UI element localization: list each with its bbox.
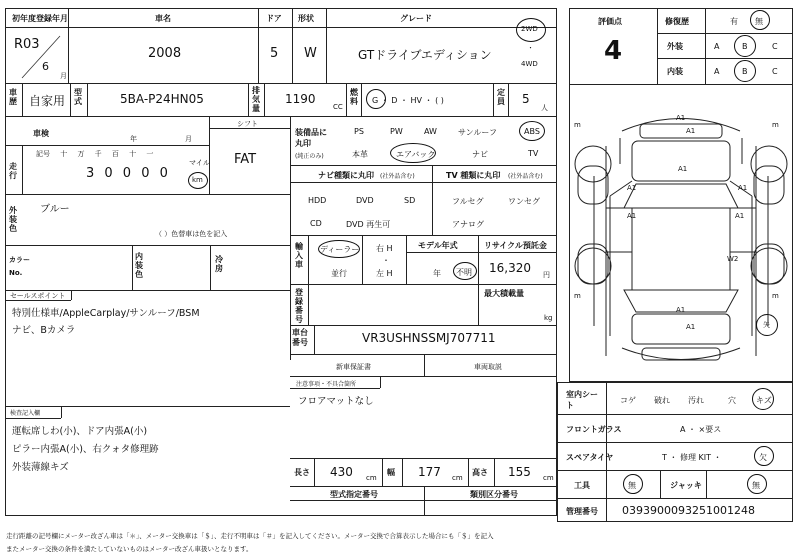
bracket-m-2: m [772,121,779,129]
color-no-label: カラーNo. [9,256,30,277]
equip-leather: 本革 [352,150,368,159]
model-value: 5BA-P24HN05 [120,92,204,106]
navi-hdd: HDD [308,196,327,205]
sales-point-line2: ナビ、Bカメラ [12,325,76,336]
exterior-label: 外装 [667,42,683,51]
recycle-value: 16,320 [489,261,531,275]
mile-label: マイル [189,159,210,167]
diagram-mark-5: A1 [738,184,748,192]
diagram-mark-8: W2 [727,255,739,263]
notes-value: フロアマットなし [298,396,374,407]
tv-oneseg: ワンセグ [508,197,540,206]
diagram-mark-1: A1 [676,114,686,122]
displacement-label: 排気量 [252,86,260,113]
bracket-m-4: m [772,292,779,300]
car-name-label: 車名 [155,14,171,23]
fuel-label: 燃料 [350,88,358,106]
tools-label: 工具 [574,481,590,490]
jack-label: ジャッキ [670,481,702,490]
drive-dot: ・ [527,44,534,52]
equip-navi: ナビ [472,150,488,159]
notes-label: 注意事項・不具合箇所 [296,381,357,388]
score-label: 評価点 [598,17,622,26]
equip-sunroof: サンルーフ [458,128,497,137]
capacity-value: 5 [522,92,530,106]
repair-no: 無 [755,17,763,26]
repair-yes: 有 [730,17,738,26]
width-unit: cm [452,474,463,482]
management-label: 管理番号 [566,507,598,516]
equip-aw: AW [424,127,437,136]
bracket-m-1: m [574,121,581,129]
color-value: ブルー [40,204,70,215]
spare-label: スペアタイヤ [566,453,614,462]
fuel-options: G ・ D ・ HV ・ ( ) [372,96,444,105]
mileage-label: 走行 [9,162,17,180]
navi-dvd-play: DVD 再生可 [346,220,391,229]
navi-cd: CD [310,219,322,228]
windshield-options: A ・ ×要ス [680,425,722,434]
shaken-month-unit: 月 [185,135,192,143]
diagram-mark-9: A1 [676,306,686,314]
drive-4wd: 4WD [521,60,538,68]
equip-ps: PS [354,127,364,136]
class-label: 類別区分番号 [470,490,518,499]
doors: 5 [270,46,279,61]
shift-label: シフト [237,120,258,128]
reg-label: 登録番号 [295,288,303,324]
recycle-unit: 円 [543,271,550,279]
door-label: ドア [266,14,282,23]
color-change-note: （ ）色替車は色を記入 [155,230,228,238]
mileage-digits-label: 記号 十 万 千 百 十 一 [36,150,154,158]
length-value: 430 [330,465,353,479]
grade-label: グレード [400,14,432,23]
length-label: 長さ [294,468,310,477]
navi-dvd: DVD [356,196,374,205]
seat-burn: コゲ [620,396,636,405]
interior-c: C [772,67,778,76]
car-outline-svg [570,86,792,381]
diagram-mark-3: A1 [678,165,688,173]
navi-sd: SD [404,196,416,205]
spare-value: 欠 [759,453,767,462]
model-label: 型式 [74,88,82,106]
score-value: 4 [604,36,623,66]
displacement-value: 1190 [285,92,316,106]
first-reg-month: 6 [42,60,49,73]
import-right-h: 右 H [376,244,393,253]
model-year-unknown: 不明 [456,268,472,277]
person-unit: 人 [541,104,548,112]
cc-unit: CC [333,103,343,111]
usage-value: 自家用 [29,94,66,108]
chassis-value: VR3USHNSSMJ707711 [362,331,496,345]
jack-value: 無 [752,481,760,490]
repair-label: 修復歴 [665,17,689,26]
diagram-mark-7: A1 [735,212,745,220]
windshield-label: フロントガラス [566,425,622,434]
tv-analog: アナログ [452,220,484,229]
model-year-unit: 年 [433,269,441,278]
month-unit: 月 [60,72,67,80]
capacity-label: 定員 [497,88,505,106]
spare-options: T ・ 修理 KIT ・ [662,453,722,462]
interior-b: B [742,67,748,76]
first-reg-year: R03 [14,37,40,52]
width-label: 幅 [387,468,395,477]
inspector-label: 検査記入欄 [10,410,41,417]
exterior-a: A [714,42,720,51]
mileage-value: 3 0 0 0 0 [86,166,168,181]
grade: GTドライブエディション [358,48,492,62]
dent-mark: 矢 [763,321,770,329]
footer-line1: 走行距離の記号欄にメーター改ざん車は「＊」、メーター交換車は「＄」、走行不明車は「＃」を記入してください。メーター交換で合算表示した場合にも「＄」を記入 [6,532,494,540]
length-unit: cm [366,474,377,482]
diagram-mark-10: A1 [686,323,696,331]
import-parallel: 並行 [331,269,347,278]
equip-tv: TV [528,149,539,158]
navi-note: (社外品含む) [380,173,415,180]
model-year-label: モデル年式 [418,241,458,250]
seat-dirt: 汚れ [688,396,704,405]
tv-label: TV 種類に丸印 [446,171,501,180]
shift-value: FAT [234,152,257,167]
shaken-year-unit: 年 [130,135,137,143]
seat-scratch: キズ [756,396,772,405]
shape-label: 形状 [298,14,314,23]
inspector-line3: 外装薄線キズ [12,462,69,473]
inspector-line2: ピラー内張A(小)、右クォタ修理跡 [12,444,159,455]
shaken-label: 車検 [33,129,49,138]
management-value: 0393900093251001248 [622,504,755,517]
chassis-label: 車台番号 [292,328,308,347]
vehicle-manual: 車両取説 [474,363,502,371]
exterior-b: B [742,42,748,51]
sales-point-label: セールスポイント [10,292,66,300]
seat-tear: 破れ [654,396,670,405]
km-unit: km [192,176,203,184]
max-load-label: 最大積載量 [484,289,524,298]
interior-color-label: 内装色 [135,252,143,279]
seat-label: 室内シート [566,390,598,410]
import-dot: ・ [382,256,390,265]
sales-point-line1: 特別仕様車/AppleCarplay/サンルーフ/BSM [12,308,200,319]
import-left-h: 左 H [376,269,393,278]
recycle-label: リサイクル預託金 [484,241,547,250]
exterior-c: C [772,42,778,51]
type-designation-label: 型式指定番号 [330,490,378,499]
diagram-mark-6: A1 [627,212,637,220]
seat-hole: 穴 [728,396,736,405]
bracket-m-3: m [574,292,581,300]
height-value: 155 [508,465,531,479]
inspector-line1: 運転席しわ(小)、ドア内張A(小) [12,426,148,437]
equip-abs: ABS [524,127,540,136]
equip-airbag: エアバック [396,150,436,159]
shape: W [304,46,317,61]
interior-label: 内装 [667,67,683,76]
tv-note: (社外品含む) [508,173,543,180]
interior-a: A [714,67,720,76]
import-dealer: ディーラー [320,245,360,254]
first-reg-label: 初年度登録年月 [12,14,68,23]
equipment-label: 装備品に丸印 [295,128,327,148]
drive-2wd: 2WD [521,25,538,33]
navi-label: ナビ種類に丸印 [318,171,374,180]
equip-pw: PW [390,127,403,136]
import-label: 輸入車 [295,242,303,269]
color-label: 外装色 [9,206,17,233]
diagram-mark-2: A1 [686,127,696,135]
height-label: 高さ [472,468,488,477]
height-unit: cm [543,474,554,482]
cold-label: 冷房 [215,255,223,273]
footer-line2: またメーター交換の条件を満たしていないものはメーター改ざん車扱いとなります。 [6,545,253,553]
equipment-genuine-note: (純正のみ) [295,153,324,160]
car-name: 2008 [148,46,182,61]
width-value: 177 [418,465,441,479]
tools-value: 無 [628,481,636,490]
tv-fullseg: フルセグ [452,197,484,206]
diagram-mark-4: A1 [627,184,637,192]
max-load-unit: kg [544,314,553,322]
new-car-warranty: 新車保証書 [336,363,371,371]
usage-label: 車歴 [9,88,17,106]
